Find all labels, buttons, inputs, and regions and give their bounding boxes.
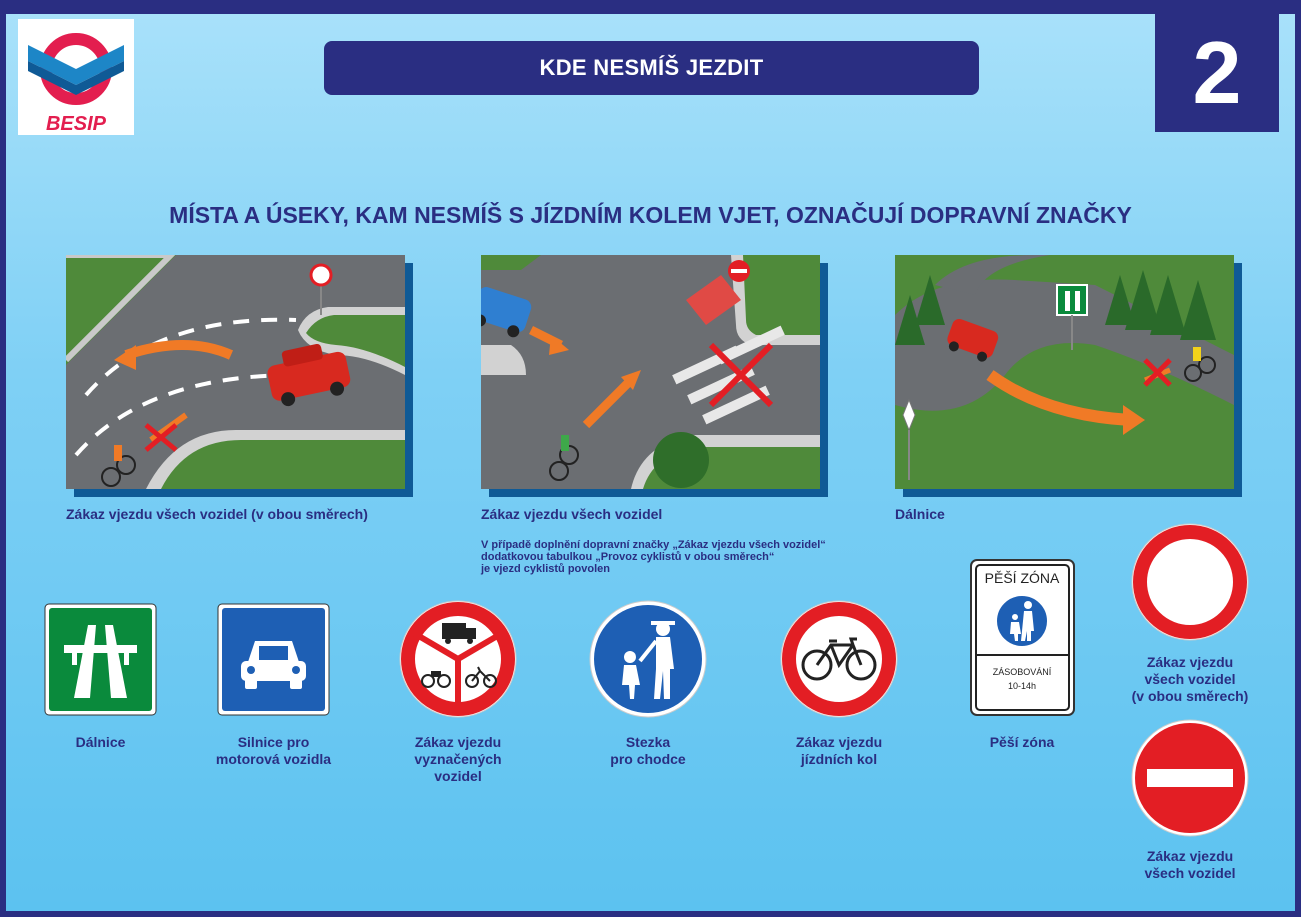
motorway-sign-icon bbox=[44, 603, 157, 721]
sign-label bbox=[1112, 848, 1268, 882]
sign-label bbox=[388, 734, 528, 785]
pedestrian-zone-sign-hours: 10-14h bbox=[1007, 681, 1037, 691]
sign-label-line: Zákaz vjezdu bbox=[1146, 654, 1234, 670]
no-bicycles-sign-icon bbox=[779, 599, 899, 724]
sign-label-line: Zákaz vjezdu bbox=[1146, 848, 1234, 864]
scene-2-note-line: V případě doplnění dopravní značky „Zákaz vjezdu všech vozidel“ bbox=[481, 539, 826, 551]
sign-label bbox=[202, 734, 345, 768]
motor-road-sign-icon bbox=[217, 603, 330, 721]
no-marked-vehicles-sign-icon bbox=[398, 599, 518, 724]
scene-2-note-line: dodatkovou tabulkou „Provoz cyklistů v obou směrech“ bbox=[481, 551, 775, 563]
sign-label-line: všech vozidel bbox=[1144, 865, 1236, 881]
pedestrian-zone-sign-title: PĚŠÍ ZÓNA bbox=[984, 570, 1060, 586]
sign-label-line: Silnice pro bbox=[237, 734, 310, 750]
scene-motorway-illustration bbox=[895, 255, 1234, 489]
sign-label bbox=[1112, 654, 1268, 705]
besip-emblem-icon bbox=[18, 19, 134, 135]
sign-label-line: motorová vozidla bbox=[215, 751, 332, 767]
pedestrian-path-sign-icon bbox=[588, 599, 708, 724]
sign-label-line: Stezka bbox=[625, 734, 671, 750]
sign-label-line: jízdních kol bbox=[800, 751, 878, 767]
sign-label bbox=[952, 734, 1092, 751]
headline: MÍSTA A ÚSEKY, KAM NESMÍŠ S JÍZDNÍM KOLEM VJET, OZNAČUJÍ DOPRAVNÍ ZNAČKY bbox=[169, 202, 1132, 228]
sign-label bbox=[769, 734, 909, 768]
pedestrian-zone-sign-note: ZÁSOBOVÁNÍ bbox=[992, 667, 1052, 677]
page-number: 2 bbox=[1155, 14, 1279, 132]
sign-label-line: pro chodce bbox=[610, 751, 686, 767]
sign-label-line: (v obou směrech) bbox=[1131, 688, 1249, 704]
sign-label-line: vyznačených bbox=[414, 751, 502, 767]
scene-2-note-line: je vjezd cyklistů povolen bbox=[481, 563, 610, 575]
scene-2-note bbox=[481, 539, 826, 575]
scene-intersection-illustration bbox=[66, 255, 405, 489]
scene-1-caption: Zákaz vjezdu všech vozidel (v obou směrech) bbox=[66, 506, 368, 522]
pedestrian-zone-sign-icon bbox=[970, 559, 1075, 721]
page-title: KDE NESMÍŠ JEZDIT bbox=[324, 41, 979, 95]
besip-logo-text: BESIP bbox=[45, 113, 107, 135]
sign-label bbox=[44, 734, 157, 751]
no-vehicles-both-directions-sign-icon bbox=[1130, 522, 1250, 647]
sign-label-line: Zákaz vjezdu bbox=[795, 734, 883, 750]
sign-label-line: Dálnice bbox=[75, 734, 126, 750]
sign-label-line: Zákaz vjezdu bbox=[414, 734, 502, 750]
scene-3-caption: Dálnice bbox=[895, 506, 945, 522]
sign-label-line: všech vozidel bbox=[1144, 671, 1236, 687]
sign-label bbox=[578, 734, 718, 768]
scene-2-caption: Zákaz vjezdu všech vozidel bbox=[481, 506, 663, 522]
besip-logo bbox=[18, 19, 134, 135]
sign-label-line: Pěší zóna bbox=[989, 734, 1055, 750]
sign-label-line: vozidel bbox=[434, 768, 482, 784]
no-entry-sign-icon bbox=[1130, 718, 1250, 843]
scene-crossing-illustration bbox=[481, 255, 820, 489]
